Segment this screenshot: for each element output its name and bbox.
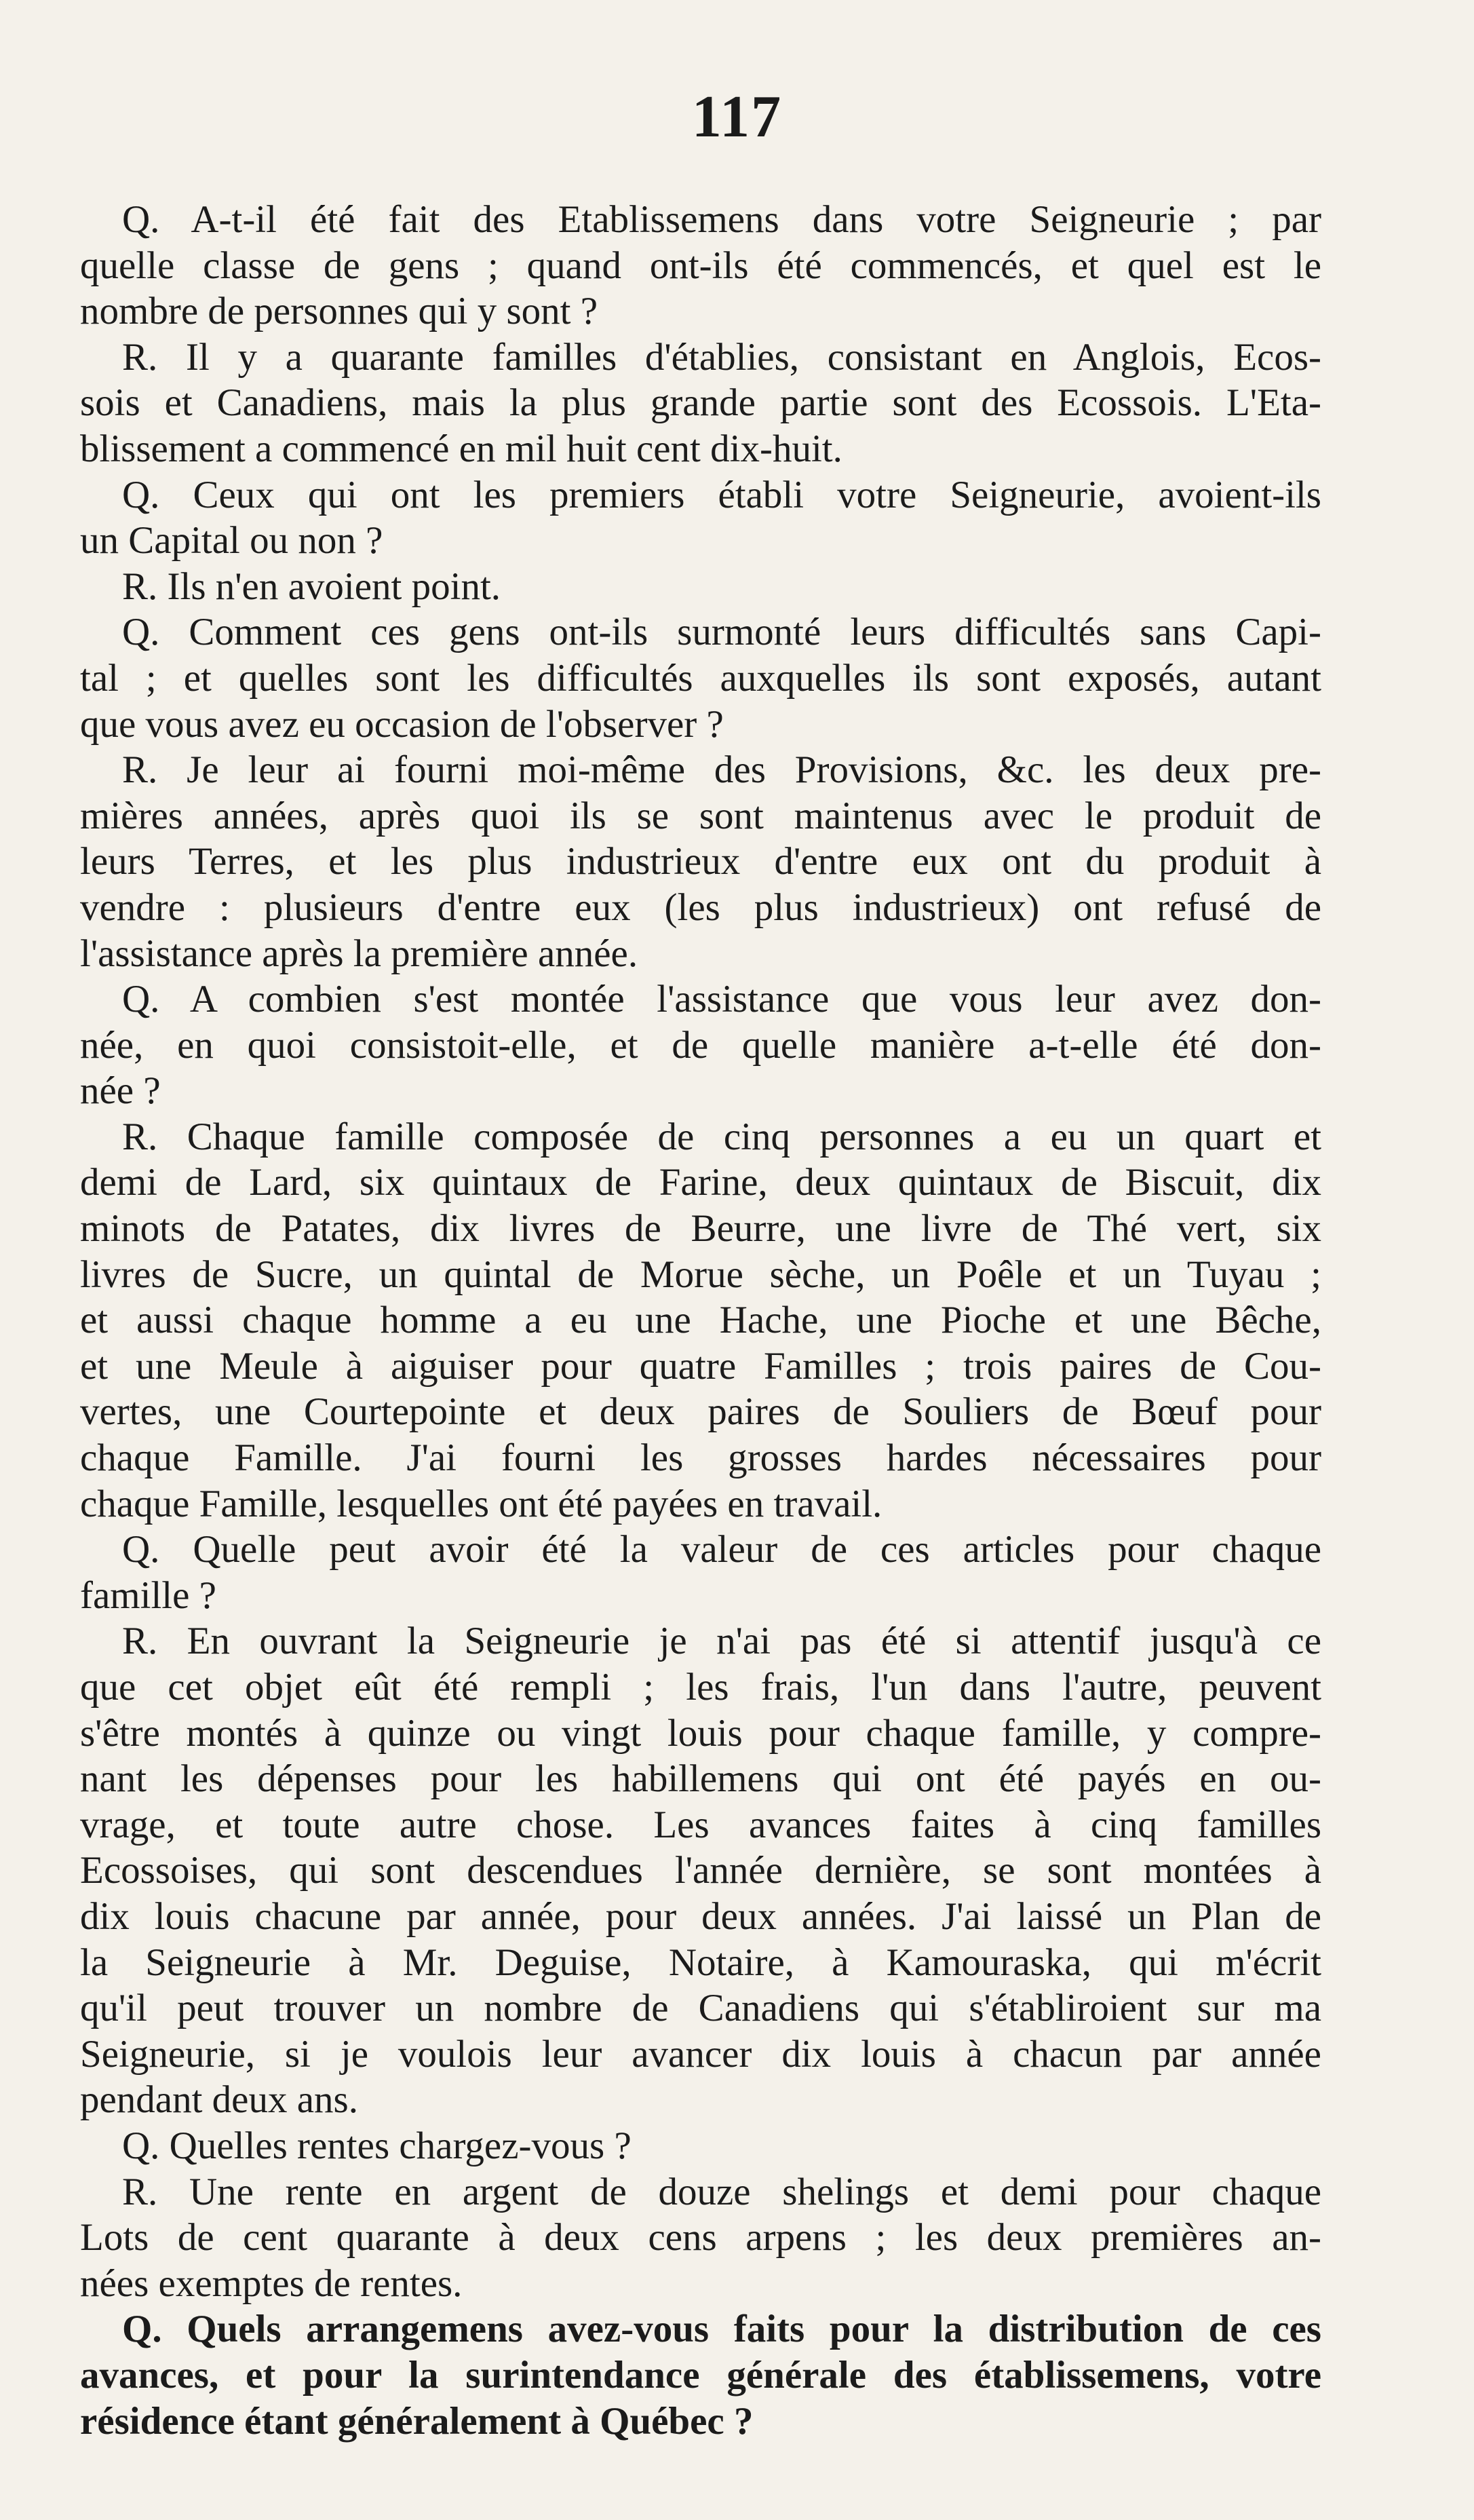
text-line: R. En ouvrant la Seigneurie je n'ai pas été si attentif jusqu'à ce [122,1620,1321,1663]
text-line: chaque Famille. J'ai fourni les grosses hardes nécessaires pour [80,1436,1321,1480]
text-line: livres de Sucre, un quintal de Morue sèche, un Poêle et un Tuyau ; [80,1253,1321,1296]
text-line: s'être montés à quinze ou vingt louis pour chaque famille, y compre- [80,1711,1321,1755]
text-line: chaque Famille, lesquelles ont été payées en travail. [80,1482,883,1525]
text-line: sois et Canadiens, mais la plus grande partie sont des Ecossois. L'Eta- [80,381,1321,425]
text-line: Q. A-t-il été fait des Etablissemens dans votre Seigneurie ; par [122,198,1321,241]
text-line: et une Meule à aiguiser pour quatre Familles ; trois paires de Cou- [80,1344,1321,1388]
text-line: née ? [80,1069,161,1113]
text-line: vendre : plusieurs d'entre eux (les plus industrieux) ont refusé de [80,885,1321,929]
text-line: la Seigneurie à Mr. Deguise, Notaire, à Kamouraska, qui m'écrit [80,1941,1321,1984]
text-line: Seigneurie, si je voulois leur avancer dix louis à chacun par année [80,2032,1321,2076]
text-line: vertes, une Courtepointe et deux paires de Souliers de Bœuf pour [80,1390,1321,1434]
text-line: pendant deux ans. [80,2078,358,2122]
text-line: nombre de personnes qui y sont ? [80,290,598,333]
text-line: R. Il y a quarante familles d'établies, consistant en Anglois, Ecos- [122,335,1321,379]
text-line: famille ? [80,1573,216,1617]
text-line: l'assistance après la première année. [80,932,638,975]
page-number: 117 [691,84,783,150]
text-line: Q. A combien s'est montée l'assistance que vous leur avez don- [122,978,1321,1021]
text-line: R. Chaque famille composée de cinq personnes a eu un quart et [122,1115,1321,1158]
text-line: avances, et pour la surintendance générale des établissemens, votre [80,2353,1321,2397]
text-line: Q. Quelle peut avoir été la valeur de ces articles pour chaque [122,1528,1321,1571]
text-line: mières années, après quoi ils se sont maintenus avec le produit de [80,794,1321,837]
text-line: leurs Terres, et les plus industrieux d'entre eux ont du produit à [80,840,1321,883]
text-line: Q. Quels arrangemens avez-vous faits pour la distribution de ces [122,2308,1321,2351]
text-line: résidence étant généralement à Québec ? [80,2399,754,2443]
text-line: un Capital ou non ? [80,519,383,562]
text-line: demi de Lard, six quintaux de Farine, deux quintaux de Biscuit, dix [80,1161,1321,1204]
text-line: vrage, et toute autre chose. Les avances faites à cinq familles [80,1803,1321,1846]
text-line: tal ; et quelles sont les difficultés auxquelles ils sont exposés, autant [80,656,1321,700]
text-line: nant les dépenses pour les habillemens qui ont été payés en ou- [80,1757,1321,1801]
text-line: Q. Ceux qui ont les premiers établi votre Seigneurie, avoient-ils [122,473,1321,516]
text-line: R. Une rente en argent de douze shelings et demi pour chaque [122,2170,1321,2213]
text-line: nées exemptes de rentes. [80,2261,463,2305]
text-line: Lots de cent quarante à deux cens arpens ; les deux premières an- [80,2216,1321,2259]
text-line: née, en quoi consistoit-elle, et de quelle manière a-t-elle été don- [80,1023,1321,1067]
text-line: et aussi chaque homme a eu une Hache, une Pioche et une Bêche, [80,1299,1321,1342]
text-line: Q. Quelles rentes chargez-vous ? [122,2124,632,2167]
text-line: dix louis chacune par année, pour deux années. J'ai laissé un Plan de [80,1894,1321,1938]
text-line: qu'il peut trouver un nombre de Canadiens qui s'établiroient sur ma [80,1987,1321,2030]
text-line: Q. Comment ces gens ont-ils surmonté leurs difficultés sans Capi- [122,611,1321,654]
text-line: quelle classe de gens ; quand ont-ils été commencés, et quel est le [80,244,1321,287]
text-line: Ecossoises, qui sont descendues l'année dernière, se sont montées à [80,1849,1321,1892]
text-line: minots de Patates, dix livres de Beurre, une livre de Thé vert, six [80,1207,1321,1251]
text-line: R. Ils n'en avoient point. [122,565,501,608]
text-line: R. Je leur ai fourni moi-même des Provisions, &c. les deux pre- [122,748,1321,792]
text-line: que vous avez eu occasion de l'observer ? [80,702,724,746]
text-line: blissement a commencé en mil huit cent dix-huit. [80,427,842,470]
page-text [80,197,1321,2444]
text-line: que cet objet eût été rempli ; les frais, l'un dans l'autre, peuvent [80,1666,1321,1708]
